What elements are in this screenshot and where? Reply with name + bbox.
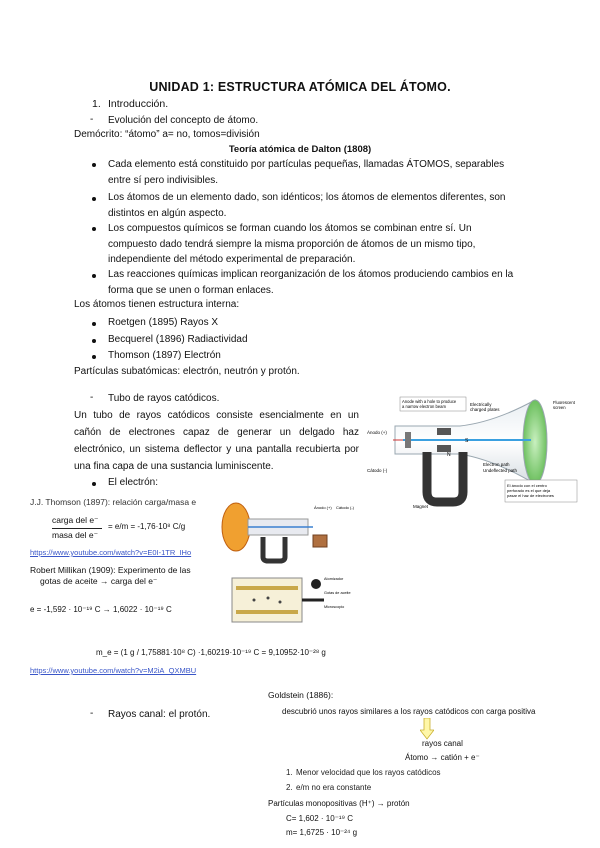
section-label: Introducción. [108, 98, 169, 110]
video-link-2[interactable]: https://www.youtube.com/watch?v=M2iA_QXMBU [30, 666, 197, 675]
carga-label: carga del e⁻ [52, 515, 99, 525]
bullet-dot [92, 355, 96, 359]
dalton-point: Cada elemento está constituido por partículas pequeñas, llamadas ÁTOMOS, separables entre sí pero indivisibles. [108, 159, 505, 186]
page-title: UNIDAD 1: ESTRUCTURA ATÓMICA DEL ÁTOMO. [149, 80, 451, 94]
millikan-fig-label: Microscopio [324, 605, 345, 609]
thomson-fig-label: Ánodo (+) [314, 505, 332, 510]
bullet-dot [92, 339, 96, 343]
dash-bullet: - [90, 114, 94, 125]
masa-formula: m_e = (1 g / 1,75881·10⁸ C) ·1,60219·10⁻¹⁹ C = 9,10952·10⁻²⁸ g [96, 648, 326, 657]
crt-label: N [447, 452, 451, 458]
dalton-title: Teoría atómica de Dalton (1808) [228, 144, 372, 155]
millikan-line: Robert Millikan (1909): Experimento de las [30, 565, 191, 575]
thomson-line: J.J. Thomson (1897): relación carga/masa e [30, 497, 197, 507]
crt-label: El ánodo con el centro [507, 483, 547, 488]
crt-label: screen [553, 405, 566, 410]
carga-value: e = -1,592 · 10⁻¹⁹ C → 1,6022 · 10⁻¹⁹ C [30, 605, 172, 614]
thomson-fig-label: Cátodo (-) [336, 505, 355, 510]
crt-label: Electrically [470, 402, 492, 407]
thomson-apparatus-figure [218, 497, 358, 565]
crt-label: Fluorescent [553, 400, 575, 405]
bullet-dot [92, 197, 96, 201]
bullet-dot [92, 274, 96, 278]
crt-label: Cátodo (-) [367, 468, 388, 473]
tubo-title: Tubo de rayos catódicos. [108, 393, 220, 404]
bullet-dot [92, 482, 96, 486]
bullet-dot [92, 322, 96, 326]
descubrimiento-item: Thomson (1897) Electrón [108, 350, 221, 361]
goldstein-point-number: 2. [286, 783, 293, 792]
atomo-equation: Átomo → catión + e⁻ [405, 753, 480, 762]
fraction-bar [52, 528, 102, 529]
bullet-dot [92, 163, 96, 167]
crt-label: Anode with a hole to produce [402, 399, 457, 404]
tubo-text: Un tubo de rayos catódicos consiste esencialmente en un cañón de electrones capaz de generar un delgado haz electrónico, un sistema deflector y una pantalla recubierta por una fina capa de una sustancia luminiscente. [74, 410, 359, 472]
dash-bullet: - [90, 392, 94, 403]
dalton-point: Los átomos de un elemento dado, son idénticos; los átomos de elementos diferentes, son distintos en algún aspecto. [108, 192, 506, 219]
millikan-fig-label: Gotas de aceite [324, 591, 351, 595]
descubrimiento-item: Roetgen (1895) Rayos X [108, 317, 219, 328]
millikan-fig-label: Atomizador [324, 577, 344, 581]
crt-label: pasar el haz de electrones [507, 493, 554, 498]
section-number: 1. [92, 98, 101, 110]
crt-label: charged plates [470, 407, 500, 412]
goldstein-point: Menor velocidad que los rayos catódicos [296, 768, 441, 777]
electron-title: El electrón: [108, 477, 159, 488]
crt-tube-figure [365, 392, 580, 512]
millikan-line: gotas de aceite → carga del e⁻ [40, 576, 158, 586]
estructura-interna: Los átomos tienen estructura interna: [74, 299, 240, 310]
proton-charge: C= 1,602 · 10⁻¹⁹ C [286, 814, 354, 823]
crt-label: Electron path [483, 462, 510, 467]
crt-label: a narrow electron beam [402, 404, 446, 409]
democrito-text: Demócrito: “átomo” a= no, tomos=división [74, 129, 260, 140]
crt-label: S [465, 438, 469, 444]
rayos-canal-title: Rayos canal: el protón. [108, 709, 211, 720]
bullet-dot [92, 227, 96, 231]
masa-label: masa del e⁻ [52, 530, 99, 540]
proton-mass: m= 1,6725 · 10⁻²⁴ g [286, 828, 358, 837]
dalton-point: Las reacciones químicas implican reorganización de los átomos produciendo cambios en la forma que se unen o forman enlaces. [108, 269, 514, 296]
rayos-canal-label: rayos canal [422, 739, 463, 748]
subatomicas-text: Partículas subatómicas: electrón, neutrón y protón. [74, 366, 300, 377]
crt-label: Undeflected path [483, 468, 518, 473]
monopositivas-text: Partículas monopositivas (H⁺) → protón [268, 799, 410, 808]
video-link-1[interactable]: https://www.youtube.com/watch?v=E0I-1TR_IHo [30, 548, 192, 557]
goldstein-title: Goldstein (1886): [268, 690, 334, 700]
goldstein-point-number: 1. [286, 768, 293, 777]
dalton-point: Los compuestos químicos se forman cuando los átomos se combinan entre sí. Un compuesto dado tendrá siempre la misma proporción de átomos de un mismo tipo, independiente del método experimental de preparación. [108, 223, 476, 265]
subsection-evolucion: Evolución del concepto de átomo. [108, 115, 259, 126]
crt-label: Magnet [413, 504, 429, 509]
thomson-value: = e/m = -1,76·10⁸ C/g [108, 522, 186, 531]
crt-label: Ánodo (+) [367, 430, 387, 435]
crt-label: perforado es el que deja [507, 488, 551, 493]
goldstein-point: e/m no era constante [296, 783, 372, 792]
down-arrow-icon [420, 718, 434, 740]
dash-bullet: - [90, 708, 94, 719]
goldstein-desc: descubrió unos rayos similares a los rayos catódicos con carga positiva [282, 707, 536, 716]
millikan-figure [224, 572, 358, 634]
descubrimiento-item: Becquerel (1896) Radiactividad [108, 334, 248, 345]
